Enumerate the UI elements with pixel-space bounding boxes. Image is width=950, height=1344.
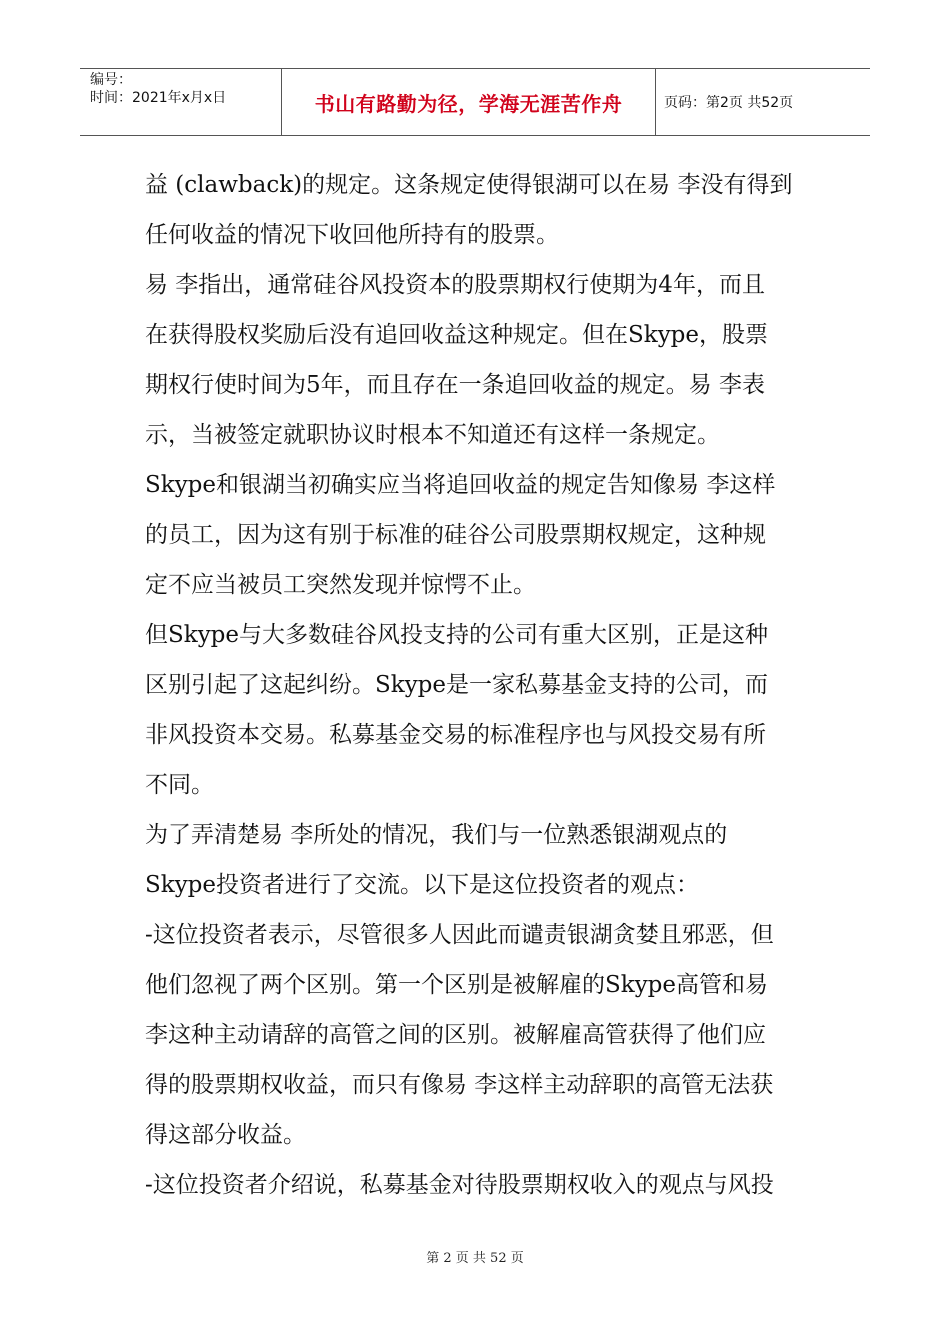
body-line: 的员工，因为这有别于标准的硅谷公司股票期权规定，这种规: [145, 522, 766, 548]
document-body: [145, 160, 815, 1210]
body-line: 不同。: [145, 772, 214, 798]
header-motto: 书山有路勤为径，学海无涯苦作舟: [282, 69, 656, 135]
body-line: -这位投资者介绍说，私募基金对待股票期权收入的观点与风投: [145, 1172, 774, 1198]
body-line: 定不应当被员工突然发现并惊愕不止。: [145, 572, 536, 598]
body-line: 示，当被签定就职协议时根本不知道还有这样一条规定。: [145, 422, 720, 448]
body-line: 在获得股权奖励后没有追回收益这种规定。但在Skype，股票: [145, 322, 769, 348]
body-line: 为了弄清楚易 李所处的情况，我们与一位熟悉银湖观点的: [145, 822, 728, 848]
body-line: -这位投资者表示，尽管很多人因此而谴责银湖贪婪且邪恶，但: [145, 922, 774, 948]
body-line: Skype和银湖当初确实应当将追回收益的规定告知像易 李这样: [145, 472, 776, 498]
document-date: 时间：2021年x月x日: [90, 90, 227, 106]
document-header: [80, 68, 870, 136]
body-line: 益 (clawback)的规定。这条规定使得银湖可以在易 李没有得到: [145, 172, 793, 198]
body-line: 他们忽视了两个区别。第一个区别是被解雇的Skype高管和易: [145, 972, 769, 998]
body-line: 期权行使时间为5年，而且存在一条追回收益的规定。易 李表: [145, 372, 765, 398]
header-meta: [80, 69, 282, 135]
body-line: 区别引起了这起纠纷。Skype是一家私募基金支持的公司，而: [145, 672, 769, 698]
body-line: Skype投资者进行了交流。以下是这位投资者的观点：: [145, 872, 700, 898]
document-number-label: 编号：: [90, 72, 132, 88]
header-page-info: 页码：第2页 共52页: [664, 95, 794, 111]
body-line: 非风投资本交易。私募基金交易的标准程序也与风投交易有所: [145, 722, 766, 748]
page-footer: 第 2 页 共 52 页: [426, 1251, 524, 1266]
body-line: 得这部分收益。: [145, 1122, 306, 1148]
body-line: 得的股票期权收益，而只有像易 李这样主动辞职的高管无法获: [145, 1072, 774, 1098]
body-line: 但Skype与大多数硅谷风投支持的公司有重大区别，正是这种: [145, 622, 769, 648]
body-line: 李这种主动请辞的高管之间的区别。被解雇高管获得了他们应: [145, 1022, 766, 1048]
body-line: 易 李指出，通常硅谷风投资本的股票期权行使期为4年，而且: [145, 272, 765, 298]
body-line: 任何收益的情况下收回他所持有的股票。: [145, 222, 559, 248]
